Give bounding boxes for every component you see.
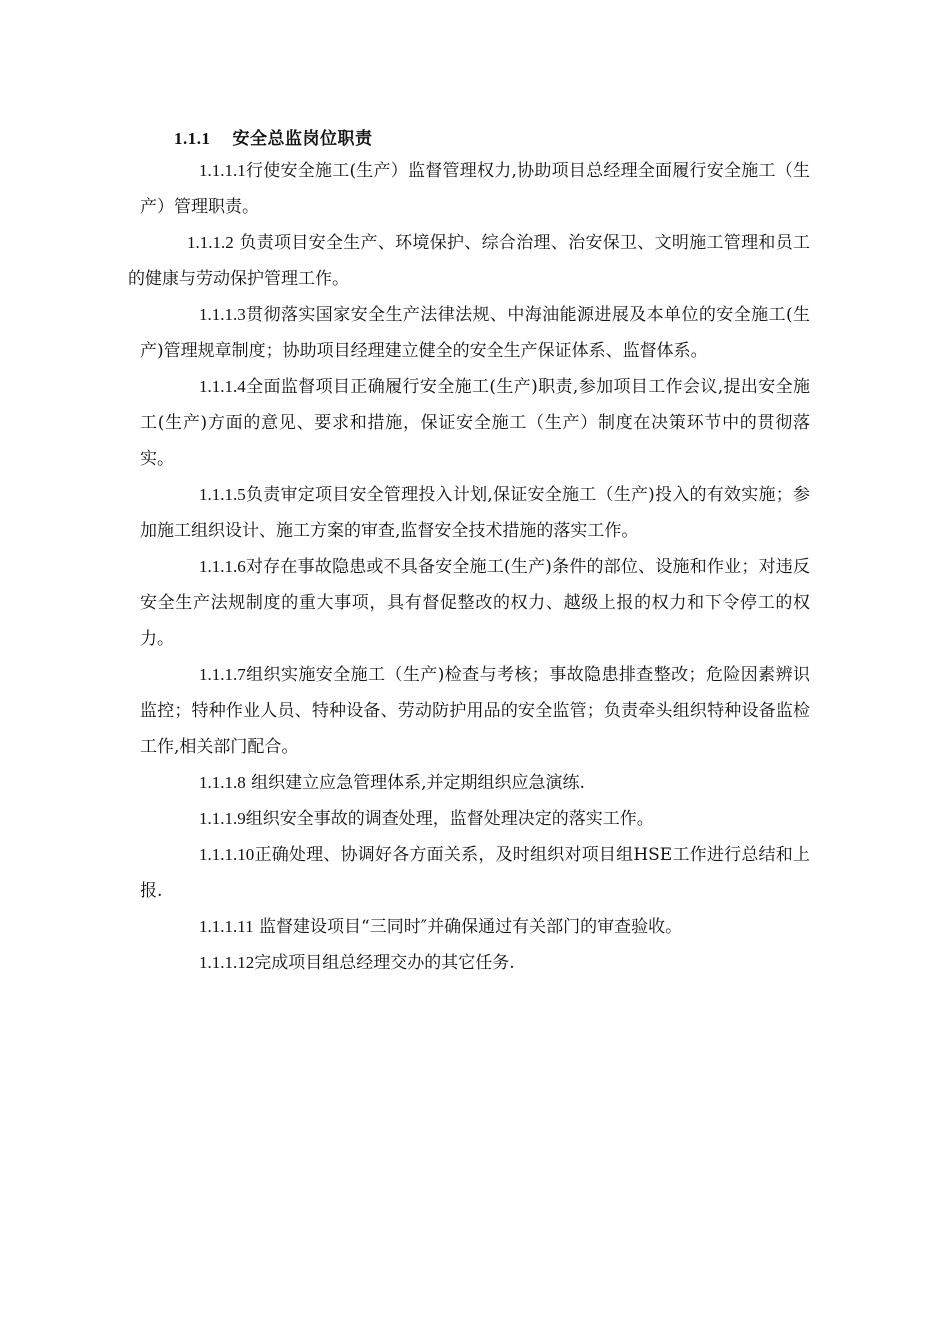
- paragraph-number: 1.1.1.5: [199, 485, 246, 504]
- paragraph-text: 负责项目安全生产、环境保护、综合治理、治安保卫、文明施工管理和员工的健康与劳动保护管理工作。: [128, 233, 810, 289]
- section-heading: [174, 124, 373, 149]
- paragraph-6: [140, 549, 810, 657]
- paragraph-text: 组织安全事故的调查处理，监督处理决定的落实工作。: [245, 809, 654, 829]
- paragraph-text: 全面监督项目正确履行安全施工(生产)职责,参加项目工作会议,提出安全施工(生产)方面的意见、要求和措施，保证安全施工（生产）制度在决策环节中的贯彻落实。: [140, 377, 810, 469]
- paragraph-number: 1.1.1.8: [199, 773, 246, 792]
- paragraph-number: 1.1.1.7: [199, 665, 246, 684]
- paragraph-text: 组织实施安全施工（生产)检查与考核；事故隐患排查整改；危险因素辨识监控；特种作业人员、特种设备、劳动防护用品的安全监管；负责牵头组织特种设备监检工作,相关部门配合。: [140, 665, 810, 757]
- paragraph-text: 组织建立应急管理体系,并定期组织应急演练.: [245, 773, 585, 793]
- paragraph-number: 1.1.1.2: [187, 233, 234, 252]
- paragraph-5: [140, 477, 810, 549]
- paragraph-number: 1.1.1.3: [199, 305, 246, 324]
- paragraph-1: [140, 153, 810, 225]
- paragraph-8: [140, 765, 810, 801]
- section-number: 1.1.1: [174, 129, 211, 148]
- paragraph-text: 行使安全施工(生产）监督管理权力,协助项目总经理全面履行安全施工（生产）管理职责。: [140, 161, 810, 217]
- paragraph-number: 1.1.1.9: [199, 809, 246, 828]
- paragraph-number: 1.1.1.10: [199, 845, 255, 864]
- paragraph-4: [140, 369, 810, 477]
- paragraph-text: 正确处理、协调好各方面关系，及时组织对项目组HSE工作进行总结和上报.: [140, 845, 810, 901]
- section-title: 安全总监岗位职责: [232, 129, 373, 149]
- paragraph-number: 1.1.1.11: [199, 917, 254, 936]
- paragraph-3: [140, 297, 810, 369]
- paragraph-7: [140, 657, 810, 765]
- paragraph-number: 1.1.1.4: [199, 377, 246, 396]
- paragraph-text: 完成项目组总经理交办的其它任务.: [254, 953, 515, 973]
- paragraph-12: [140, 945, 810, 981]
- paragraph-text: 贯彻落实国家安全生产法律法规、中海油能源进展及本单位的安全施工(生产)管理规章制度；协助项目经理建立健全的安全生产保证体系、监督体系。: [140, 305, 810, 361]
- paragraph-10: [140, 837, 810, 909]
- paragraph-11: [140, 909, 810, 945]
- paragraph-text: 监督建设项目“三同时″并确保通过有关部门的审查验收。: [253, 917, 683, 937]
- paragraph-2: [128, 225, 810, 297]
- body-text: [128, 153, 810, 981]
- paragraph-number: 1.1.1.1: [199, 161, 246, 180]
- paragraph-number: 1.1.1.12: [199, 953, 255, 972]
- paragraph-text: 对存在事故隐患或不具备安全施工(生产)条件的部位、设施和作业；对违反安全生产法规制度的重大事项，具有督促整改的权力、越级上报的权力和下令停工的权力。: [140, 557, 810, 649]
- paragraph-9: [140, 801, 810, 837]
- paragraph-text: 负责审定项目安全管理投入计划,保证安全施工（生产)投入的有效实施；参加施工组织设计、施工方案的审查,监督安全技术措施的落实工作。: [140, 485, 810, 541]
- paragraph-number: 1.1.1.6: [199, 557, 246, 576]
